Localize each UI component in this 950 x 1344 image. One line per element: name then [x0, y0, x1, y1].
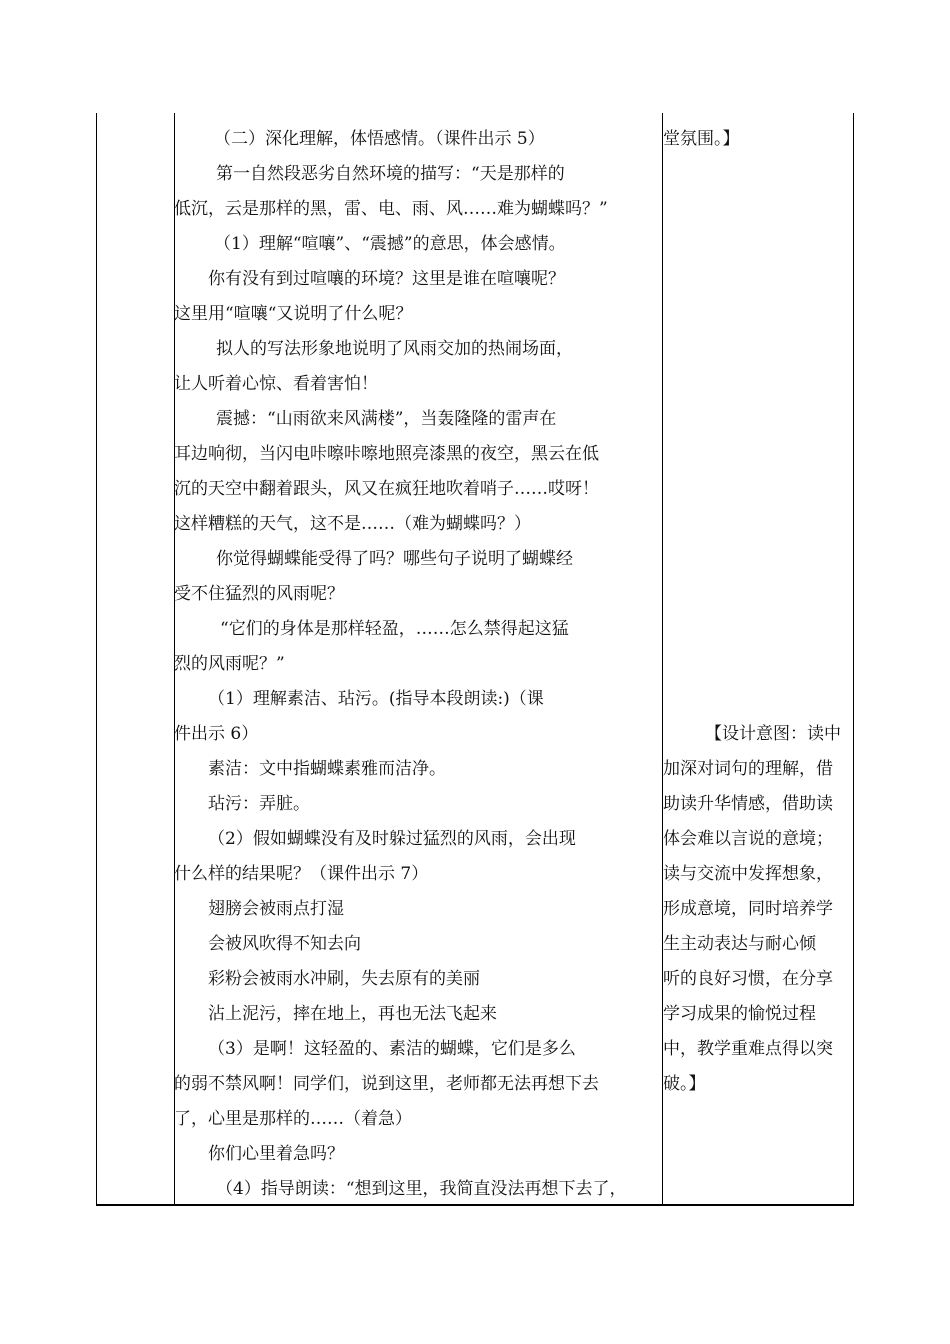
text-line: 拟人的写法形象地说明了风雨交加的热闹场面， [216, 339, 573, 359]
text-line: 这样糟糕的天气，这不是……（难为蝴蝶吗？） [174, 514, 531, 534]
text-line: 玷污：弄脏。 [208, 794, 310, 814]
text-line: （二）深化理解，体悟感情。（课件出示 5） [214, 129, 545, 149]
text-line: 翅膀会被雨点打湿 [208, 899, 344, 919]
text-line: 这里用“喧嚷“又说明了什么呢？ [174, 304, 413, 324]
note-line: 助读升华情感，借助读 [663, 794, 833, 814]
text-line: （2）假如蝴蝶没有及时躲过猛烈的风雨，会出现 [208, 829, 576, 849]
text-line: “它们的身体是那样轻盈，……怎么禁得起这猛 [220, 619, 569, 639]
text-line: 烈的风雨呢？” [174, 654, 285, 674]
text-line: 第一自然段恶劣自然环境的描写：“天是那样的 [216, 164, 565, 184]
teaching-process-column [174, 122, 662, 1207]
text-line: 受不住猛烈的风雨呢？ [174, 584, 344, 604]
note-line: 听的良好习惯，在分享 [663, 969, 833, 989]
text-line: 件出示 6） [174, 724, 259, 744]
text-line: 的弱不禁风啊！同学们，说到这里，老师都无法再想下去 [174, 1074, 599, 1094]
text-line: 你觉得蝴蝶能受得了吗？哪些句子说明了蝴蝶经 [216, 549, 573, 569]
text-line: 彩粉会被雨水冲刷，失去原有的美丽 [208, 969, 480, 989]
text-line: （3）是啊！这轻盈的、素洁的蝴蝶，它们是多么 [208, 1039, 576, 1059]
text-line: 沾上泥污，摔在地上，再也无法飞起来 [208, 1004, 497, 1024]
note-line: 中，教学重难点得以突 [663, 1039, 833, 1059]
text-line: 你有没有到过喧嚷的环境？这里是谁在喧嚷呢？ [208, 269, 565, 289]
note-line: 【设计意图：读中 [705, 724, 841, 744]
lesson-plan-table [96, 113, 854, 1206]
text-line: 会被风吹得不知去向 [208, 934, 361, 954]
text-line: （1）理解“喧嚷”、“震撼”的意思，体会感情。 [214, 234, 566, 254]
note-line: 生主动表达与耐心倾 [663, 934, 816, 954]
text-line: 什么样的结果呢？（课件出示 7） [174, 864, 429, 884]
text-line: 耳边响彻，当闪电咔嚓咔嚓地照亮漆黑的夜空，黑云在低 [174, 444, 599, 464]
note-line: 破。】 [663, 1074, 706, 1094]
note-line: 形成意境，同时培养学 [663, 899, 833, 919]
note-line: 加深对词句的理解，借 [663, 759, 833, 779]
text-line: （1）理解素洁、玷污。(指导本段朗读:)（课 [208, 689, 544, 709]
text-line: （4）指导朗读：“想到这里，我简直没法再想下去了， [216, 1179, 627, 1199]
side-note-continuation: 堂氛围。】 [663, 129, 740, 149]
text-line: 素洁：文中指蝴蝶素雅而洁净。 [208, 759, 446, 779]
design-intent-column [662, 122, 854, 1094]
table-border-left [96, 113, 97, 1206]
note-line: 体会难以言说的意境； [663, 829, 833, 849]
text-line: 低沉，云是那样的黑，雷、电、雨、风……难为蝴蝶吗？” [174, 199, 608, 219]
text-line: 让人听着心惊、看着害怕！ [174, 374, 378, 394]
text-line: 沉的天空中翻着跟头，风又在疯狂地吹着哨子……哎呀！ [174, 479, 599, 499]
design-intent-note [662, 717, 855, 1102]
text-line: 你们心里着急吗？ [208, 1144, 344, 1164]
text-line: 了，心里是那样的……（着急） [174, 1109, 412, 1129]
note-line: 读与交流中发挥想象， [663, 864, 833, 884]
note-line: 学习成果的愉悦过程 [663, 1004, 816, 1024]
text-line: 震撼：“山雨欲来风满楼”，当轰隆隆的雷声在 [216, 409, 557, 429]
